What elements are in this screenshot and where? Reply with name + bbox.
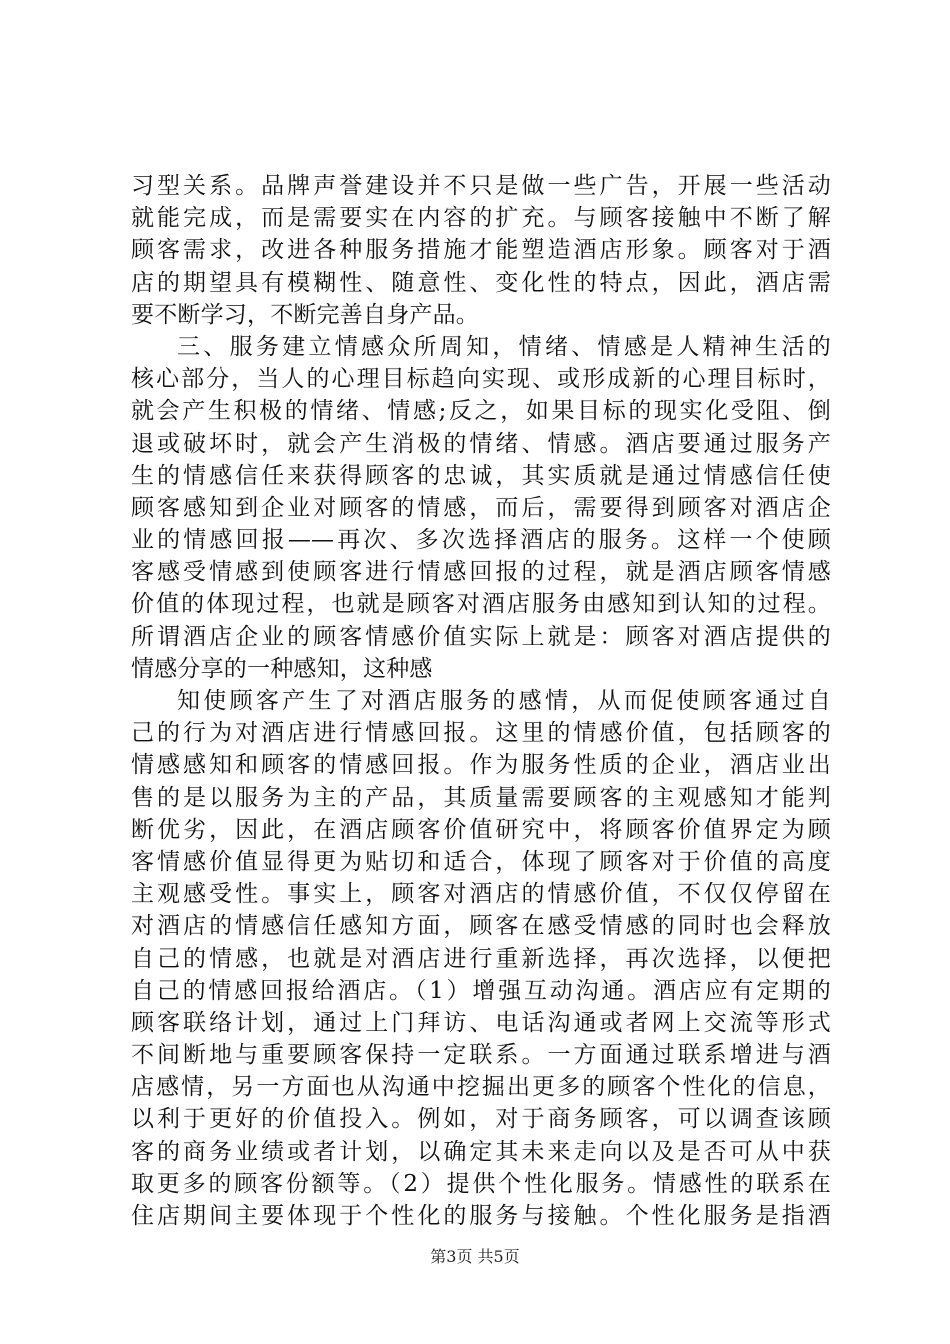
text-line: 对酒店的情感信任感知方面，顾客在感受情感的同时也会释放 <box>131 913 831 940</box>
text-line: 顾客需求，改进各种服务措施才能塑造酒店形象。顾客对于酒 <box>131 237 831 264</box>
text-line: 知使顾客产生了对酒店服务的感情，从而促使顾客通过自 <box>177 688 831 714</box>
text-line: 退或破坏时，就会产生消极的情绪、情感。酒店要通过服务产 <box>131 430 831 457</box>
text-line: 自己的情感，也就是对酒店进行重新选择，再次选择，以便把 <box>131 945 831 972</box>
text-line: 住店期间主要体现于个性化的服务与接触。个性化服务是指酒 <box>131 1203 831 1229</box>
text-line: 售的是以服务为主的产品，其质量需要顾客的主观感知才能判 <box>131 784 831 811</box>
text-line: 习型关系。品牌声誉建设并不只是做一些广告，开展一些活动 <box>131 173 831 199</box>
text-line: 情感分享的一种感知，这种感 <box>131 655 433 682</box>
text-line: 客情感价值显得更为贴切和适合，体现了顾客对于价值的高度 <box>131 848 831 875</box>
text-line: 断优劣，因此，在酒店顾客价值研究中，将顾客价值界定为顾 <box>131 816 831 843</box>
text-line: 以利于更好的价值投入。例如，对于商务顾客，可以调查该顾 <box>131 1106 831 1133</box>
text-line: 情感感知和顾客的情感回报。作为服务性质的企业，酒店业出 <box>131 752 831 779</box>
text-line: 价值的体现过程，也就是顾客对酒店服务由感知到认知的过程。 <box>131 591 831 618</box>
text-line: 三、服务建立情感众所周知，情绪、情感是人精神生活的 <box>177 333 831 360</box>
text-line: 不间断地与重要顾客保持一定联系。一方面通过联系增进与酒 <box>131 1042 831 1069</box>
text-line: 要不断学习，不断完善自身产品。 <box>131 301 479 328</box>
text-line: 业的情感回报——再次、多次选择酒店的服务。这样一个使顾 <box>131 527 831 554</box>
text-line: 店的期望具有模糊性、随意性、变化性的特点，因此，酒店需 <box>131 269 831 296</box>
document-body <box>131 170 831 1232</box>
text-line: 就会产生积极的情绪、情感;反之，如果目标的现实化受阻、倒 <box>131 398 831 425</box>
text-line: 顾客感知到企业对顾客的情感，而后，需要得到顾客对酒店企 <box>131 494 831 521</box>
text-line: 自己的情感回报给酒店。（1）增强互动沟通。酒店应有定期的 <box>131 977 831 1004</box>
text-line: 己的行为对酒店进行情感回报。这里的情感价值，包括顾客的 <box>131 720 831 747</box>
text-line: 顾客联络计划，通过上门拜访、电话沟通或者网上交流等形式 <box>131 1009 831 1036</box>
text-line: 核心部分，当人的心理目标趋向实现、或形成新的心理目标时， <box>131 366 831 393</box>
text-line: 店感情，另一方面也从沟通中挖掘出更多的顾客个性化的信息， <box>131 1074 831 1101</box>
text-line: 主观感受性。事实上，顾客对酒店的情感价值，不仅仅停留在 <box>131 881 831 908</box>
text-line: 客感受情感到使顾客进行情感回报的过程，就是酒店顾客情感 <box>131 559 831 586</box>
text-line: 就能完成，而是需要实在内容的扩充。与顾客接触中不断了解 <box>131 205 831 232</box>
text-line: 生的情感信任来获得顾客的忠诚，其实质就是通过情感信任使 <box>131 462 831 489</box>
text-line: 所谓酒店企业的顾客情感价值实际上就是：顾客对酒店提供的 <box>131 623 831 650</box>
text-line: 取更多的顾客份额等。（2）提供个性化服务。情感性的联系在 <box>131 1170 831 1197</box>
page-footer: 第3页 共5页 <box>430 1247 520 1266</box>
text-line: 客的商务业绩或者计划，以确定其未来走向以及是否可从中获 <box>131 1138 831 1165</box>
